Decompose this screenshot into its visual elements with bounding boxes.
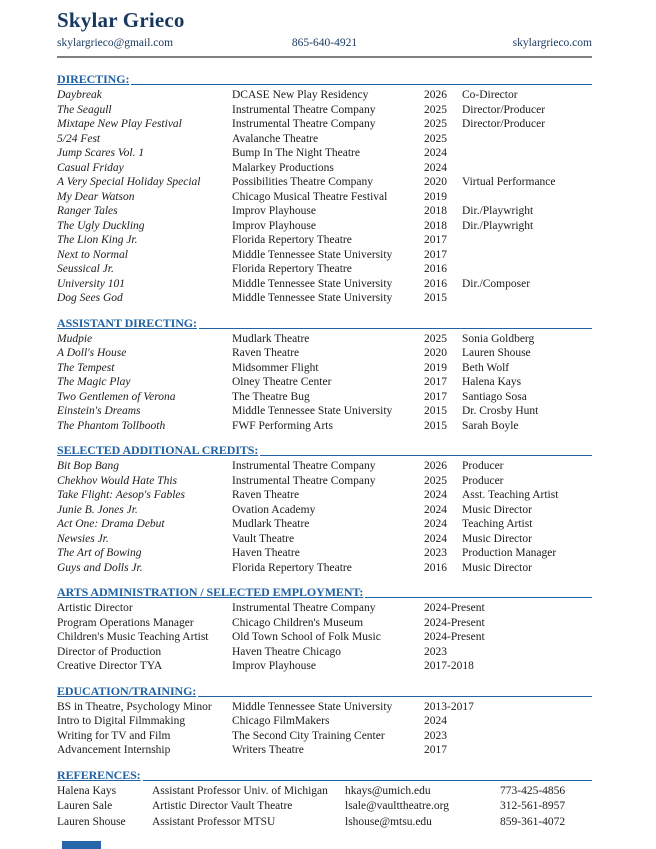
credit-organization: Mudlark Theatre [232, 332, 310, 345]
credit-organization: Olney Theatre Center [232, 376, 332, 388]
table-row [57, 146, 592, 161]
credit-year: 2025 [424, 332, 447, 345]
credit-title: Casual Friday [57, 161, 124, 174]
year-range: 2017 [424, 744, 447, 756]
position-title: Creative Director TYA [57, 660, 163, 672]
credit-year: 2024 [424, 489, 447, 501]
section-heading-rule [131, 84, 592, 85]
credit-title: Next to Normal [57, 248, 128, 261]
credit-year: 2019 [424, 361, 447, 374]
credit-year: 2017 [424, 390, 447, 403]
credit-year: 2016 [424, 263, 447, 275]
credit-note [462, 291, 592, 306]
credit-note: Beth Wolf [462, 361, 510, 374]
credit-year: 2025 [424, 103, 447, 116]
credit-note: Co-Director [462, 89, 518, 101]
organization: Middle Tennessee State University [232, 700, 393, 713]
credit-note: Halena Kays [462, 376, 522, 388]
table-row [57, 474, 592, 489]
credit-year: 2020 [424, 347, 447, 359]
credit-title: University 101 [57, 277, 126, 290]
table-row [57, 190, 592, 205]
credit-title: Jump Scares Vol. 1 [57, 147, 145, 159]
table-row [57, 546, 592, 561]
credit-note [462, 146, 592, 161]
table-row [57, 645, 592, 660]
table-row [57, 277, 592, 292]
credit-organization: Middle Tennessee State University [232, 292, 393, 304]
year-range: 2023 [424, 645, 447, 658]
credit-note: Music Director [462, 503, 532, 516]
section-arts-administration [57, 585, 592, 674]
section-heading-rule [198, 696, 592, 697]
credit-year: 2018 [424, 205, 447, 217]
credit-organization: Malarkey Productions [232, 161, 334, 174]
table-row [57, 532, 592, 547]
position-title: Director of Production [57, 645, 162, 658]
credit-note: Sarah Boyle [462, 419, 519, 432]
credit-organization: FWF Performing Arts [232, 419, 333, 432]
section-heading [57, 585, 592, 599]
reference-title: Assistant Professor MTSU [152, 815, 276, 828]
credit-year: 2024 [424, 147, 447, 159]
section-heading-rule [365, 597, 592, 598]
credit-title: Daybreak [57, 89, 102, 101]
credit-year: 2017 [424, 248, 447, 261]
credit-title: The Lion King Jr. [57, 234, 138, 246]
credit-note [462, 190, 592, 205]
table-row [57, 103, 592, 118]
reference-row [57, 799, 592, 815]
resume-sections [57, 72, 592, 830]
organization: Improv Playhouse [232, 660, 317, 672]
credit-year: 2025 [424, 474, 447, 487]
credit-organization: Ovation Academy [232, 503, 316, 516]
credit-note: Virtual Performance [462, 176, 556, 188]
reference-email: hkays@umich.edu [345, 784, 431, 797]
year-range: 2024-Present [424, 616, 485, 629]
credit-organization: Middle Tennessee State University [232, 248, 393, 261]
reference-row [57, 815, 592, 831]
credit-note: Teaching Artist [462, 518, 533, 530]
table-row [57, 517, 592, 532]
organization: Writers Theatre [232, 744, 304, 756]
credit-title: The Seagull [57, 103, 112, 116]
position-title: Writing for TV and Film [57, 729, 171, 742]
position-title: Artistic Director [57, 602, 133, 614]
section-rows [57, 88, 592, 306]
credit-note: Santiago Sosa [462, 390, 527, 403]
credit-title: Act One: Drama Debut [57, 518, 165, 530]
credit-organization: Midsommer Flight [232, 361, 319, 374]
table-row [57, 132, 592, 147]
credit-year: 2024 [424, 161, 447, 174]
credit-year: 2015 [424, 292, 447, 304]
credit-title: Two Gentlemen of Verona [57, 390, 176, 403]
credit-note: Dir./Playwright [462, 219, 534, 232]
credit-organization: Possibilities Theatre Company [232, 176, 373, 188]
section-rows [57, 700, 592, 758]
year-range: 2017-2018 [424, 660, 474, 672]
credit-note: Music Director [462, 561, 532, 574]
credit-organization: Mudlark Theatre [232, 518, 310, 530]
credit-year: 2026 [424, 89, 447, 101]
section-rows [57, 784, 592, 831]
next-page-edge [62, 841, 101, 849]
table-row [57, 204, 592, 219]
section-heading-label: SELECTED ADDITIONAL CREDITS: [57, 443, 259, 457]
section-heading [57, 316, 592, 330]
section-directing [57, 72, 592, 306]
credit-title: Junie B. Jones Jr. [57, 503, 138, 516]
credit-year: 2016 [424, 561, 447, 574]
credit-note: Director/Producer [462, 103, 546, 116]
section-heading [57, 684, 592, 698]
reference-name: Lauren Sale [57, 800, 113, 812]
credit-note: Producer [462, 460, 504, 472]
table-row [57, 233, 592, 248]
credit-organization: Raven Theatre [232, 489, 300, 501]
credit-title: Dog Sees God [57, 292, 123, 304]
credit-title: Take Flight: Aesop's Fables [57, 489, 185, 501]
credit-year: 2024 [424, 532, 447, 545]
credit-organization: Middle Tennessee State University [232, 277, 393, 290]
organization: Instrumental Theatre Company [232, 602, 376, 614]
section-assistant-directing [57, 316, 592, 434]
credit-year: 2025 [424, 132, 447, 145]
credit-organization: Middle Tennessee State University [232, 405, 393, 417]
credit-organization: Improv Playhouse [232, 219, 317, 232]
table-row [57, 88, 592, 103]
reference-email: lsale@vaulttheatre.org [345, 800, 449, 812]
credit-organization: Florida Repertory Theatre [232, 263, 352, 275]
credit-organization: Vault Theatre [232, 532, 295, 545]
table-row [57, 117, 592, 132]
credit-title: A Doll's House [57, 347, 127, 359]
section-heading [57, 443, 592, 457]
credit-year: 2016 [424, 277, 447, 290]
table-row [57, 659, 592, 674]
table-row [57, 404, 592, 419]
section-heading-label: ARTS ADMINISTRATION / SELECTED EMPLOYMENT: [57, 585, 364, 599]
section-heading [57, 768, 592, 782]
table-row [57, 390, 592, 405]
credit-year: 2017 [424, 376, 447, 388]
table-row [57, 503, 592, 518]
credit-note [462, 262, 592, 277]
credit-year: 2015 [424, 419, 447, 432]
year-range: 2023 [424, 729, 447, 742]
table-row [57, 248, 592, 263]
year-range: 2013-2017 [424, 700, 474, 713]
table-row [57, 616, 592, 631]
credit-title: Einstein's Dreams [57, 405, 141, 417]
position-title: Intro to Digital Filmmaking [57, 715, 186, 727]
credit-title: Newsies Jr. [57, 532, 109, 545]
table-row [57, 346, 592, 361]
credit-year: 2024 [424, 518, 447, 530]
credit-note: Production Manager [462, 547, 557, 559]
credit-title: My Dear Watson [57, 190, 135, 203]
section-heading-label: ASSISTANT DIRECTING: [57, 315, 197, 330]
credit-title: The Phantom Tollbooth [57, 419, 166, 432]
credit-organization: Instrumental Theatre Company [232, 460, 376, 472]
credit-year: 2023 [424, 547, 447, 559]
section-heading-label: EDUCATION/TRAINING: [57, 683, 197, 698]
credit-organization: Instrumental Theatre Company [232, 103, 376, 116]
section-rows [57, 601, 592, 674]
table-row [57, 375, 592, 390]
credit-title: Bit Bop Bang [57, 460, 119, 472]
credit-title: The Ugly Duckling [57, 219, 145, 232]
header-divider [57, 56, 592, 58]
table-row [57, 361, 592, 376]
section-heading-label: DIRECTING: [57, 72, 130, 86]
credit-title: The Tempest [57, 361, 115, 374]
reference-name: Halena Kays [57, 784, 117, 797]
credit-organization: Florida Repertory Theatre [232, 234, 352, 246]
section-rows [57, 332, 592, 434]
credit-organization: Florida Repertory Theatre [232, 561, 352, 574]
credit-note: Producer [462, 474, 504, 487]
credit-note: Dir./Playwright [462, 205, 534, 217]
table-row [57, 219, 592, 234]
credit-note [462, 132, 592, 147]
table-row [57, 262, 592, 277]
credit-organization: The Theatre Bug [232, 390, 310, 403]
credit-organization: Instrumental Theatre Company [232, 474, 376, 487]
credit-note [462, 248, 592, 263]
credit-note [462, 161, 592, 176]
position-title: BS in Theatre, Psychology Minor [57, 700, 212, 713]
reference-name: Lauren Shouse [57, 815, 126, 828]
credit-organization: Chicago Musical Theatre Festival [232, 190, 388, 203]
year-range: 2024 [424, 715, 447, 727]
table-row [57, 630, 592, 645]
credit-organization: Bump In The Night Theatre [232, 147, 360, 159]
table-row [57, 459, 592, 474]
table-row [57, 291, 592, 306]
section-rows [57, 459, 592, 575]
credit-organization: DCASE New Play Residency [232, 89, 369, 101]
reference-row [57, 784, 592, 800]
credit-note: Asst. Teaching Artist [462, 489, 559, 501]
table-row [57, 561, 592, 576]
section-selected-additional-credits [57, 443, 592, 575]
reference-title: Assistant Professor Univ. of Michigan [152, 784, 328, 797]
credit-note: Dir./Composer [462, 277, 531, 290]
organization: Chicago Children's Museum [232, 616, 364, 629]
table-row [57, 700, 592, 715]
credit-organization: Improv Playhouse [232, 205, 317, 217]
table-row [57, 488, 592, 503]
credit-year: 2019 [424, 190, 447, 203]
organization: Old Town School of Folk Music [232, 631, 381, 643]
credit-note: Dr. Crosby Hunt [462, 405, 539, 417]
section-heading-rule [199, 328, 592, 329]
credit-note: Music Director [462, 532, 532, 545]
credit-year: 2018 [424, 219, 447, 232]
credit-year: 2017 [424, 234, 447, 246]
credit-note: Director/Producer [462, 118, 546, 130]
credit-year: 2025 [424, 118, 447, 130]
position-title: Advancement Internship [57, 744, 171, 756]
credit-year: 2015 [424, 405, 447, 417]
organization: Haven Theatre Chicago [232, 645, 341, 658]
reference-email: lshouse@mtsu.edu [345, 815, 432, 828]
credit-note: Lauren Shouse [462, 347, 531, 359]
position-title: Children's Music Teaching Artist [57, 631, 209, 643]
email-text: skylargrieco@gmail.com [57, 37, 174, 49]
organization: The Second City Training Center [232, 729, 385, 742]
credit-title: A Very Special Holiday Special [57, 176, 201, 188]
credit-organization: Instrumental Theatre Company [232, 118, 376, 130]
credit-organization: Haven Theatre [232, 547, 300, 559]
header [57, 8, 592, 58]
table-row [57, 729, 592, 744]
credit-title: Mudpie [57, 332, 93, 345]
phone-text: 865-640-4921 [291, 37, 358, 49]
credit-note: Sonia Goldberg [462, 332, 535, 345]
section-education-training [57, 684, 592, 758]
section-heading-rule [260, 455, 592, 456]
year-range: 2024-Present [424, 631, 485, 643]
table-row [57, 743, 592, 758]
reference-phone: 773-425-4856 [500, 784, 566, 797]
section-heading-label: REFERENCES: [57, 767, 141, 782]
credit-title: The Art of Bowing [57, 547, 142, 559]
section-heading-rule [143, 780, 592, 781]
credit-year: 2020 [424, 176, 447, 188]
year-range: 2024-Present [424, 602, 485, 614]
credit-title: Guys and Dolls Jr. [57, 561, 143, 574]
table-row [57, 175, 592, 190]
table-row [57, 332, 592, 347]
reference-phone: 859-361-4072 [500, 815, 566, 828]
website-text: skylargrieco.com [512, 37, 592, 49]
credit-year: 2024 [424, 503, 447, 516]
credit-note [462, 233, 592, 248]
credit-title: Mixtape New Play Festival [57, 118, 182, 130]
contact-row [57, 36, 592, 50]
credit-title: Chekhov Would Hate This [57, 474, 177, 487]
credit-year: 2026 [424, 460, 447, 472]
organization: Chicago FilmMakers [232, 715, 330, 727]
section-references [57, 768, 592, 831]
credit-title: 5/24 Fest [57, 132, 101, 145]
credit-organization: Raven Theatre [232, 347, 300, 359]
table-row [57, 714, 592, 729]
page-title: Skylar Grieco [57, 8, 185, 32]
reference-phone: 312-561-8957 [500, 800, 566, 812]
reference-title: Artistic Director Vault Theatre [152, 800, 293, 812]
position-title: Program Operations Manager [57, 616, 194, 629]
table-row [57, 601, 592, 616]
section-heading [57, 72, 592, 86]
credit-title: The Magic Play [57, 376, 131, 388]
credit-title: Ranger Tales [57, 205, 118, 217]
credit-organization: Avalanche Theatre [232, 132, 319, 145]
table-row [57, 161, 592, 176]
credit-title: Seussical Jr. [57, 263, 114, 275]
table-row [57, 419, 592, 434]
